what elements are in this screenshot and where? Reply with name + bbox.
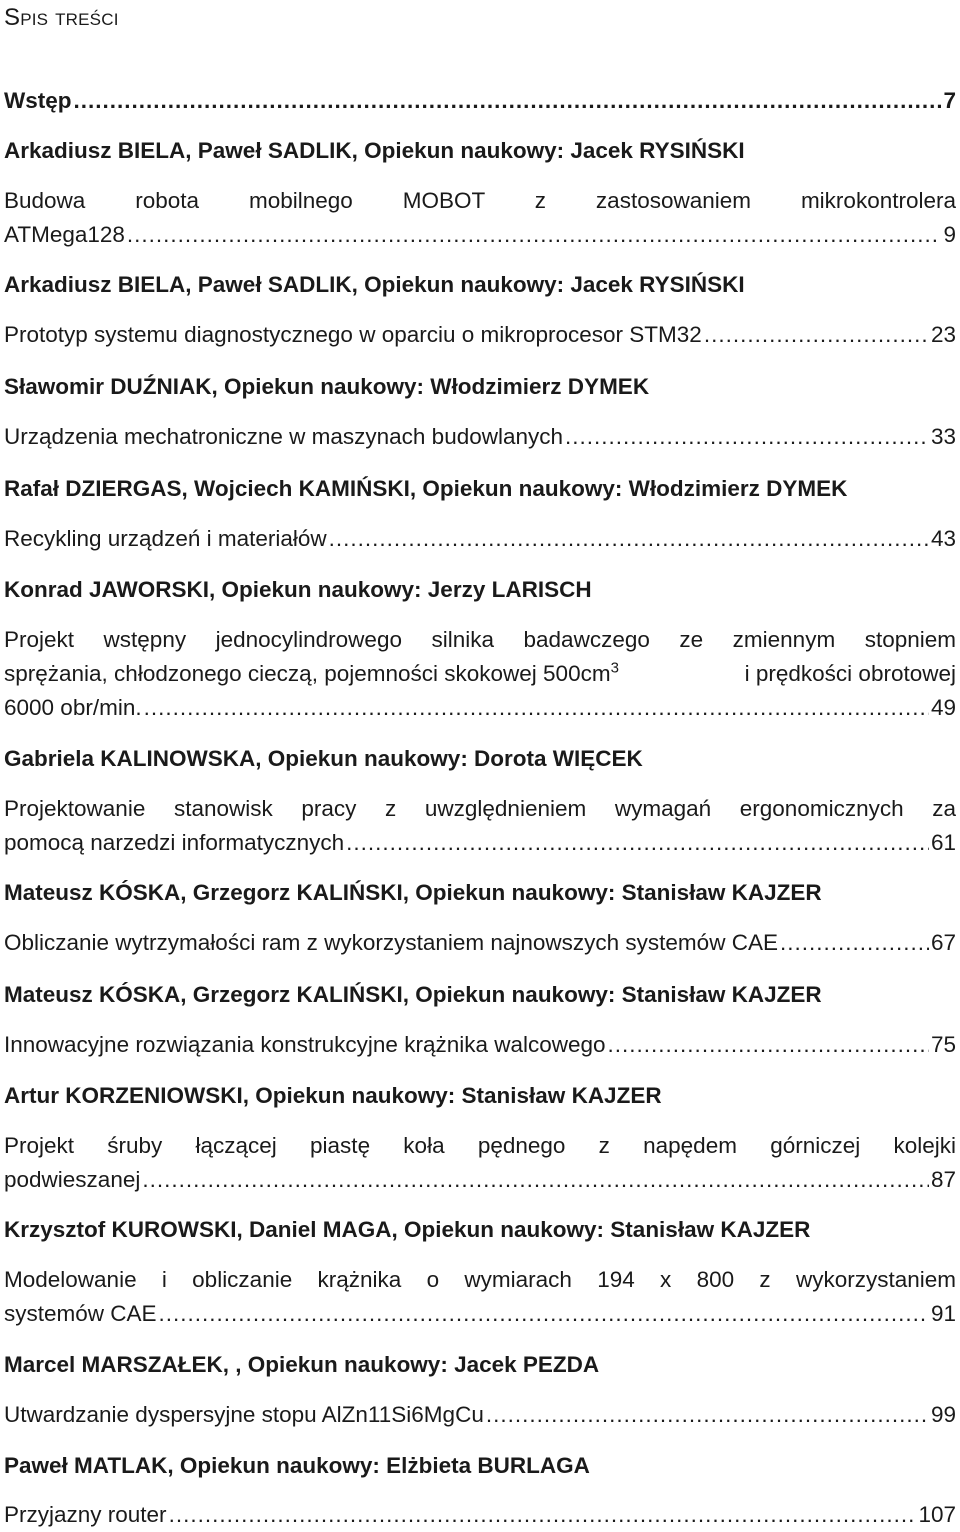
entry-page: 99	[930, 1402, 956, 1427]
toc-entry-title[interactable]	[4, 1500, 956, 1530]
dot-leader	[780, 928, 929, 958]
toc-entry-title[interactable]	[4, 928, 956, 958]
toc-entry-title[interactable]	[4, 1030, 956, 1060]
toc-entry-title[interactable]	[4, 1299, 956, 1329]
dot-leader	[142, 1165, 929, 1195]
entry-title: Innowacyjne rozwiązania konstrukcyjne krążnika walcowego	[4, 1032, 606, 1057]
entry-title: podwieszanej	[4, 1167, 141, 1192]
entry-page: 7	[943, 88, 956, 113]
entry-title-part: sprężania, chłodzonego cieczą, pojemności skokowej $500cm^3$	[4, 659, 619, 686]
entry-page: 87	[930, 1167, 956, 1192]
entry-title: systemów CAE	[4, 1301, 157, 1326]
dot-leader	[127, 220, 942, 250]
entry-title: Obliczanie wytrzymałości ram z wykorzystaniem najnowszych systemów CAE	[4, 930, 778, 955]
entry-title-line: Modelowanie i obliczanie krążnika o wymiarach 194 x 800 z wykorzystaniem	[4, 1267, 956, 1292]
entry-page: 43	[930, 526, 956, 551]
entry-title: Recykling urządzeń i materiałów	[4, 526, 327, 551]
entry-page: 33	[930, 424, 956, 449]
entry-title: pomocą narzedzi informatycznych	[4, 830, 345, 855]
entry-title: Utwardzanie dyspersyjne stopu AlZn11Si6MgCu	[4, 1402, 484, 1427]
dot-leader	[74, 86, 942, 116]
dot-leader	[704, 320, 929, 350]
entry-title-line: Projektowanie stanowisk pracy z uwzględnieniem wymagań ergonomicznych za	[4, 796, 956, 821]
entry-authors: Artur KORZENIOWSKI, Opiekun naukowy: Stanisław KAJZER	[4, 1083, 662, 1108]
entry-page: 23	[930, 322, 956, 347]
entry-authors: Konrad JAWORSKI, Opiekun naukowy: Jerzy LARISCH	[4, 577, 592, 602]
toc-entry-title[interactable]	[4, 693, 956, 723]
toc-entry-title[interactable]	[4, 220, 956, 250]
entry-authors: Sławomir DUŹNIAK, Opiekun naukowy: Włodzimierz DYMEK	[4, 374, 650, 399]
entry-page: 61	[930, 830, 956, 855]
entry-title: Prototyp systemu diagnostycznego w oparciu o mikroprocesor STM32	[4, 322, 702, 347]
dot-leader	[486, 1400, 929, 1430]
dot-leader	[346, 828, 929, 858]
entry-page: 67	[930, 930, 956, 955]
entry-title-line: Projekt śruby łączącej piastę koła pędnego z napędem górniczej kolejki	[4, 1133, 956, 1158]
entry-authors: Krzysztof KUROWSKI, Daniel MAGA, Opiekun naukowy: Stanisław KAJZER	[4, 1217, 811, 1242]
toc-entry-title[interactable]	[4, 828, 956, 858]
toc-heading: Spis treści	[4, 4, 119, 31]
entry-title: Urządzenia mechatroniczne w maszynach budowlanych	[4, 424, 564, 449]
entry-title: Przyjazny router	[4, 1502, 167, 1527]
entry-authors: Mateusz KÓSKA, Grzegorz KALIŃSKI, Opiekun naukowy: Stanisław KAJZER	[4, 982, 822, 1007]
toc-entry-title[interactable]	[4, 422, 956, 452]
entry-title: Wstęp	[4, 88, 72, 113]
toc-entry-title[interactable]	[4, 320, 956, 350]
entry-authors: Rafał DZIERGAS, Wojciech KAMIŃSKI, Opiekun naukowy: Włodzimierz DYMEK	[4, 476, 848, 501]
dot-leader	[144, 693, 929, 723]
entry-page: 91	[930, 1301, 956, 1326]
toc-entry-wstep[interactable]	[4, 86, 956, 116]
entry-title-line	[4, 659, 956, 689]
entry-title-line: Projekt wstępny jednocylindrowego silnika badawczego ze zmiennym stopniem	[4, 627, 956, 652]
entry-page: 107	[918, 1502, 956, 1527]
dot-leader	[159, 1299, 929, 1329]
entry-authors: Mateusz KÓSKA, Grzegorz KALIŃSKI, Opiekun naukowy: Stanisław KAJZER	[4, 880, 822, 905]
dot-leader	[169, 1500, 917, 1530]
entry-page: 9	[943, 222, 956, 247]
entry-page: 75	[930, 1032, 956, 1057]
entry-title: ATMega128	[4, 222, 125, 247]
toc-entry-title[interactable]	[4, 524, 956, 554]
entry-title-part: i prędkości obrotowej	[744, 661, 956, 686]
superscript: 3	[610, 659, 619, 677]
entry-authors: Arkadiusz BIELA, Paweł SADLIK, Opiekun naukowy: Jacek RYSIŃSKI	[4, 138, 745, 163]
entry-page: 49	[930, 695, 956, 720]
entry-authors: Gabriela KALINOWSKA, Opiekun naukowy: Dorota WIĘCEK	[4, 746, 643, 771]
entry-authors: Paweł MATLAK, Opiekun naukowy: Elżbieta BURLAGA	[4, 1453, 590, 1478]
toc-entry-title[interactable]	[4, 1400, 956, 1430]
toc-entry-title[interactable]	[4, 1165, 956, 1195]
dot-leader	[608, 1030, 929, 1060]
entry-title: 6000 obr/min.	[4, 695, 142, 720]
dot-leader	[565, 422, 929, 452]
dot-leader	[329, 524, 929, 554]
entry-title-line: Budowa robota mobilnego MOBOT z zastosowaniem mikrokontrolera	[4, 188, 956, 213]
entry-authors: Marcel MARSZAŁEK, , Opiekun naukowy: Jacek PEZDA	[4, 1352, 600, 1377]
entry-authors: Arkadiusz BIELA, Paweł SADLIK, Opiekun naukowy: Jacek RYSIŃSKI	[4, 272, 745, 297]
